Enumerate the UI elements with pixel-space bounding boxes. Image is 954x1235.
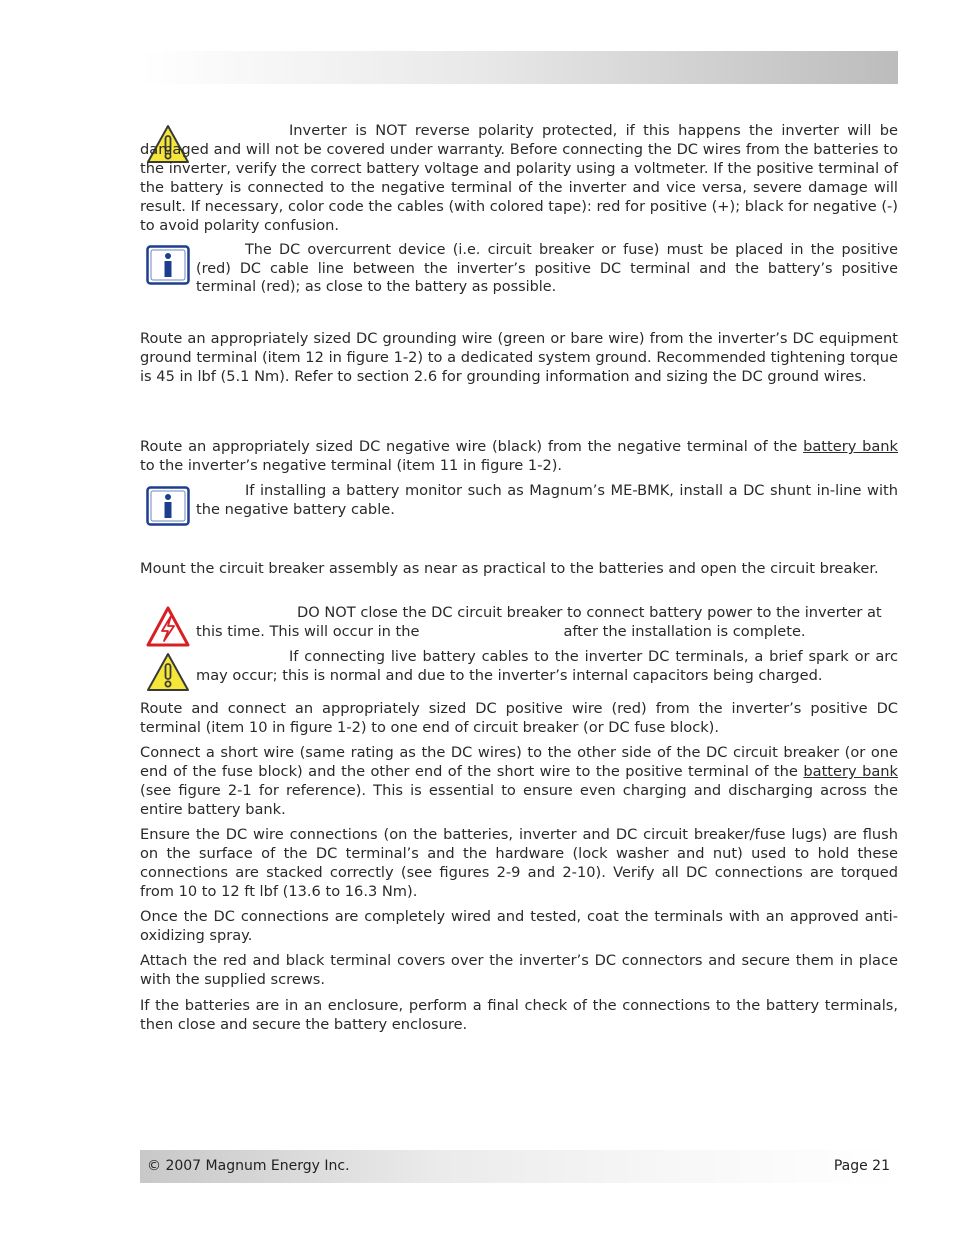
paragraph-text: If the batteries are in an enclosure, perform a final check of the connections to the battery terminals, then close and secure the battery enclosure. — [140, 997, 898, 1033]
info-icon — [146, 486, 190, 526]
electrical-hazard-icon — [146, 606, 190, 648]
paragraph-grounding — [140, 329, 898, 386]
paragraph-positive-wire — [140, 699, 898, 737]
paragraph-text: Ensure the DC wire connections (on the batteries, inverter and DC circuit breaker/fuse lugs) are flush on the surface of the DC terminal’s and the hardware (lock washer and nut) used to hold these connections are stacked correctly (see figures 2-9 and 2-10). Verify all DC connections are torqued from 10 to 12 ft lbf (13.6 to 16.3 Nm). — [140, 826, 898, 900]
danger-note-text: DO NOT close the DC circuit breaker to connect battery power to the inverter at this time. This will occur in the — [196, 604, 882, 640]
paragraph-text: to the inverter’s negative terminal (item 11 in figure 1-2). — [140, 457, 563, 474]
battery-bank-link[interactable]: battery bank — [803, 763, 899, 780]
paragraph-text: Route an appropriately sized DC grounding wire (green or bare wire) from the inverter’s DC equipment ground terminal (item 12 in figure 1-2) to a dedicated system ground. Recommended tightening torque is 45 in lbf (5.1 Nm). Refer to section 2.6 for grounding information and sizing the DC ground wires. — [140, 330, 898, 385]
warning-note-spark — [196, 647, 898, 685]
info-note-overcurrent — [196, 241, 898, 297]
battery-bank-link[interactable]: battery bank — [803, 438, 898, 455]
paragraph-text: Attach the red and black terminal covers over the inverter’s DC connectors and secure them in place with the supplied screws. — [140, 952, 898, 988]
info-icon — [146, 245, 190, 285]
info-note-battery-monitor — [196, 481, 898, 519]
header-bar — [140, 51, 898, 84]
paragraph-text: Connect a short wire (same rating as the DC wires) to the other side of the DC circuit breaker (or one end of the fuse block) and the other end of the short wire to the positive terminal of the — [140, 744, 898, 780]
warning-note-polarity — [140, 121, 898, 235]
paragraph-short-wire — [140, 743, 898, 819]
info-note-text: The DC overcurrent device (i.e. circuit breaker or fuse) must be placed in the positive (red) DC cable line between the inverter’s positive DC terminal and the battery’s positive terminal (red); as close to the battery as possible. — [196, 242, 898, 295]
danger-note-text: after the installation is complete. — [563, 623, 806, 640]
paragraph-coat-terminals — [140, 907, 898, 945]
paragraph-negative-wire — [140, 437, 898, 475]
info-note-text: If installing a battery monitor such as Magnum’s ME-BMK, install a DC shunt in-line with the negative battery cable. — [196, 482, 898, 518]
warning-triangle-icon — [146, 652, 190, 692]
danger-note-breaker — [196, 603, 898, 641]
paragraph-text: (see figure 2-1 for reference). This is essential to ensure even charging and discharging across the entire battery bank. — [140, 782, 898, 818]
paragraph-terminal-covers — [140, 951, 898, 989]
paragraph-text: Once the DC connections are completely wired and tested, coat the terminals with an approved anti-oxidizing spray. — [140, 908, 898, 944]
paragraph-text: Route and connect an appropriately sized DC positive wire (red) from the inverter’s positive DC terminal (item 10 in figure 1-2) to one end of circuit breaker (or DC fuse block). — [140, 700, 898, 736]
paragraph-text: Route an appropriately sized DC negative wire (black) from the negative terminal of the — [140, 438, 798, 455]
warning-note-text: Inverter is NOT reverse polarity protected, if this happens the inverter will be damaged and will not be covered under warranty. Before connecting the DC wires from the batteries to the inverter, verify the correct battery voltage and polarity using a voltmeter. If the positive terminal of the battery is connected to the negative terminal of the inverter and vice versa, severe damage will result. If necessary, color code the cables (with colored tape): red for positive (+); black for negative (-) to avoid polarity confusion. — [140, 122, 898, 234]
paragraph-ensure-connections — [140, 825, 898, 901]
page-number: Page 21 — [833, 1158, 890, 1174]
paragraph-final-check — [140, 996, 898, 1034]
paragraph-breaker — [140, 559, 898, 578]
footer-copyright: © 2007 Magnum Energy Inc. — [147, 1158, 350, 1174]
paragraph-text: Mount the circuit breaker assembly as near as practical to the batteries and open the circuit breaker. — [140, 560, 879, 577]
warning-note-text: If connecting live battery cables to the inverter DC terminals, a brief spark or arc may occur; this is normal and due to the inverter’s internal capacitors being charged. — [196, 648, 898, 684]
